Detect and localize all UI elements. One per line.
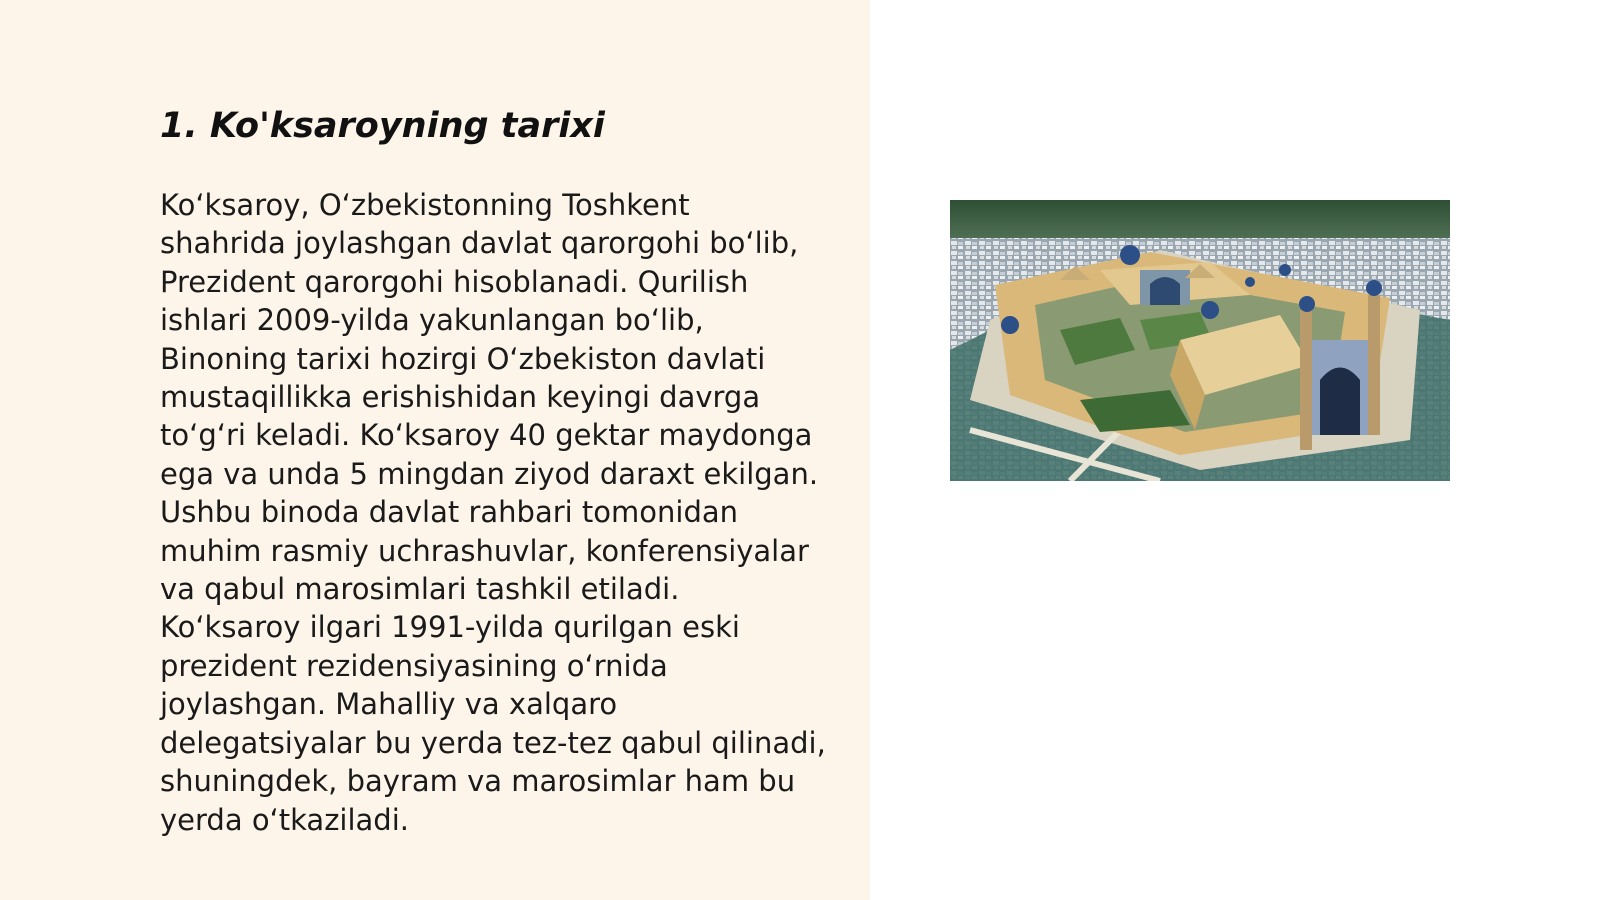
body-line: Koʻksaroy, Oʻzbekistonning Toshkent xyxy=(160,188,690,222)
palace-aerial-illustration xyxy=(950,200,1450,481)
body-line: toʻgʻri keladi. Koʻksaroy 40 gektar maydonga xyxy=(160,418,813,453)
body-line: ega va unda 5 mingdan ziyod daraxt ekilgan. xyxy=(160,456,819,491)
body-line: yerda oʻtkaziladi. xyxy=(160,802,409,837)
slide-body-text xyxy=(160,186,850,839)
palace-aerial-image xyxy=(950,200,1450,481)
body-line: muhim rasmiy uchrashuvlar, konferensiyalar xyxy=(160,533,809,568)
body-line: shuningdek, bayram va marosimlar ham bu xyxy=(160,764,796,799)
body-line: va qabul marosimlari tashkil etiladi. xyxy=(160,572,680,607)
body-line: shahrida joylashgan davlat qarorgohi boʻlib, xyxy=(160,226,799,261)
body-line: Koʻksaroy ilgari 1991-yilda qurilgan eski xyxy=(160,610,740,645)
body-line: joylashgan. Mahalliy va xalqaro xyxy=(160,687,618,722)
body-line: mustaqillikka erishishidan keyingi davrga xyxy=(160,380,761,415)
body-line: Ushbu binoda davlat rahbari tomonidan xyxy=(160,495,739,530)
body-line: Binoning tarixi hozirgi Oʻzbekiston davlati xyxy=(160,341,766,376)
body-line: ishlari 2009-yilda yakunlangan boʻlib, xyxy=(160,303,704,338)
body-line: Prezident qarorgohi hisoblanadi. Qurilish xyxy=(160,264,749,299)
body-line: prezident rezidensiyasining oʻrnida xyxy=(160,648,668,683)
body-line: delegatsiyalar bu yerda tez-tez qabul qilinadi, xyxy=(160,725,826,760)
slide-heading: 1. Ko'ksaroyning tarixi xyxy=(160,106,605,146)
